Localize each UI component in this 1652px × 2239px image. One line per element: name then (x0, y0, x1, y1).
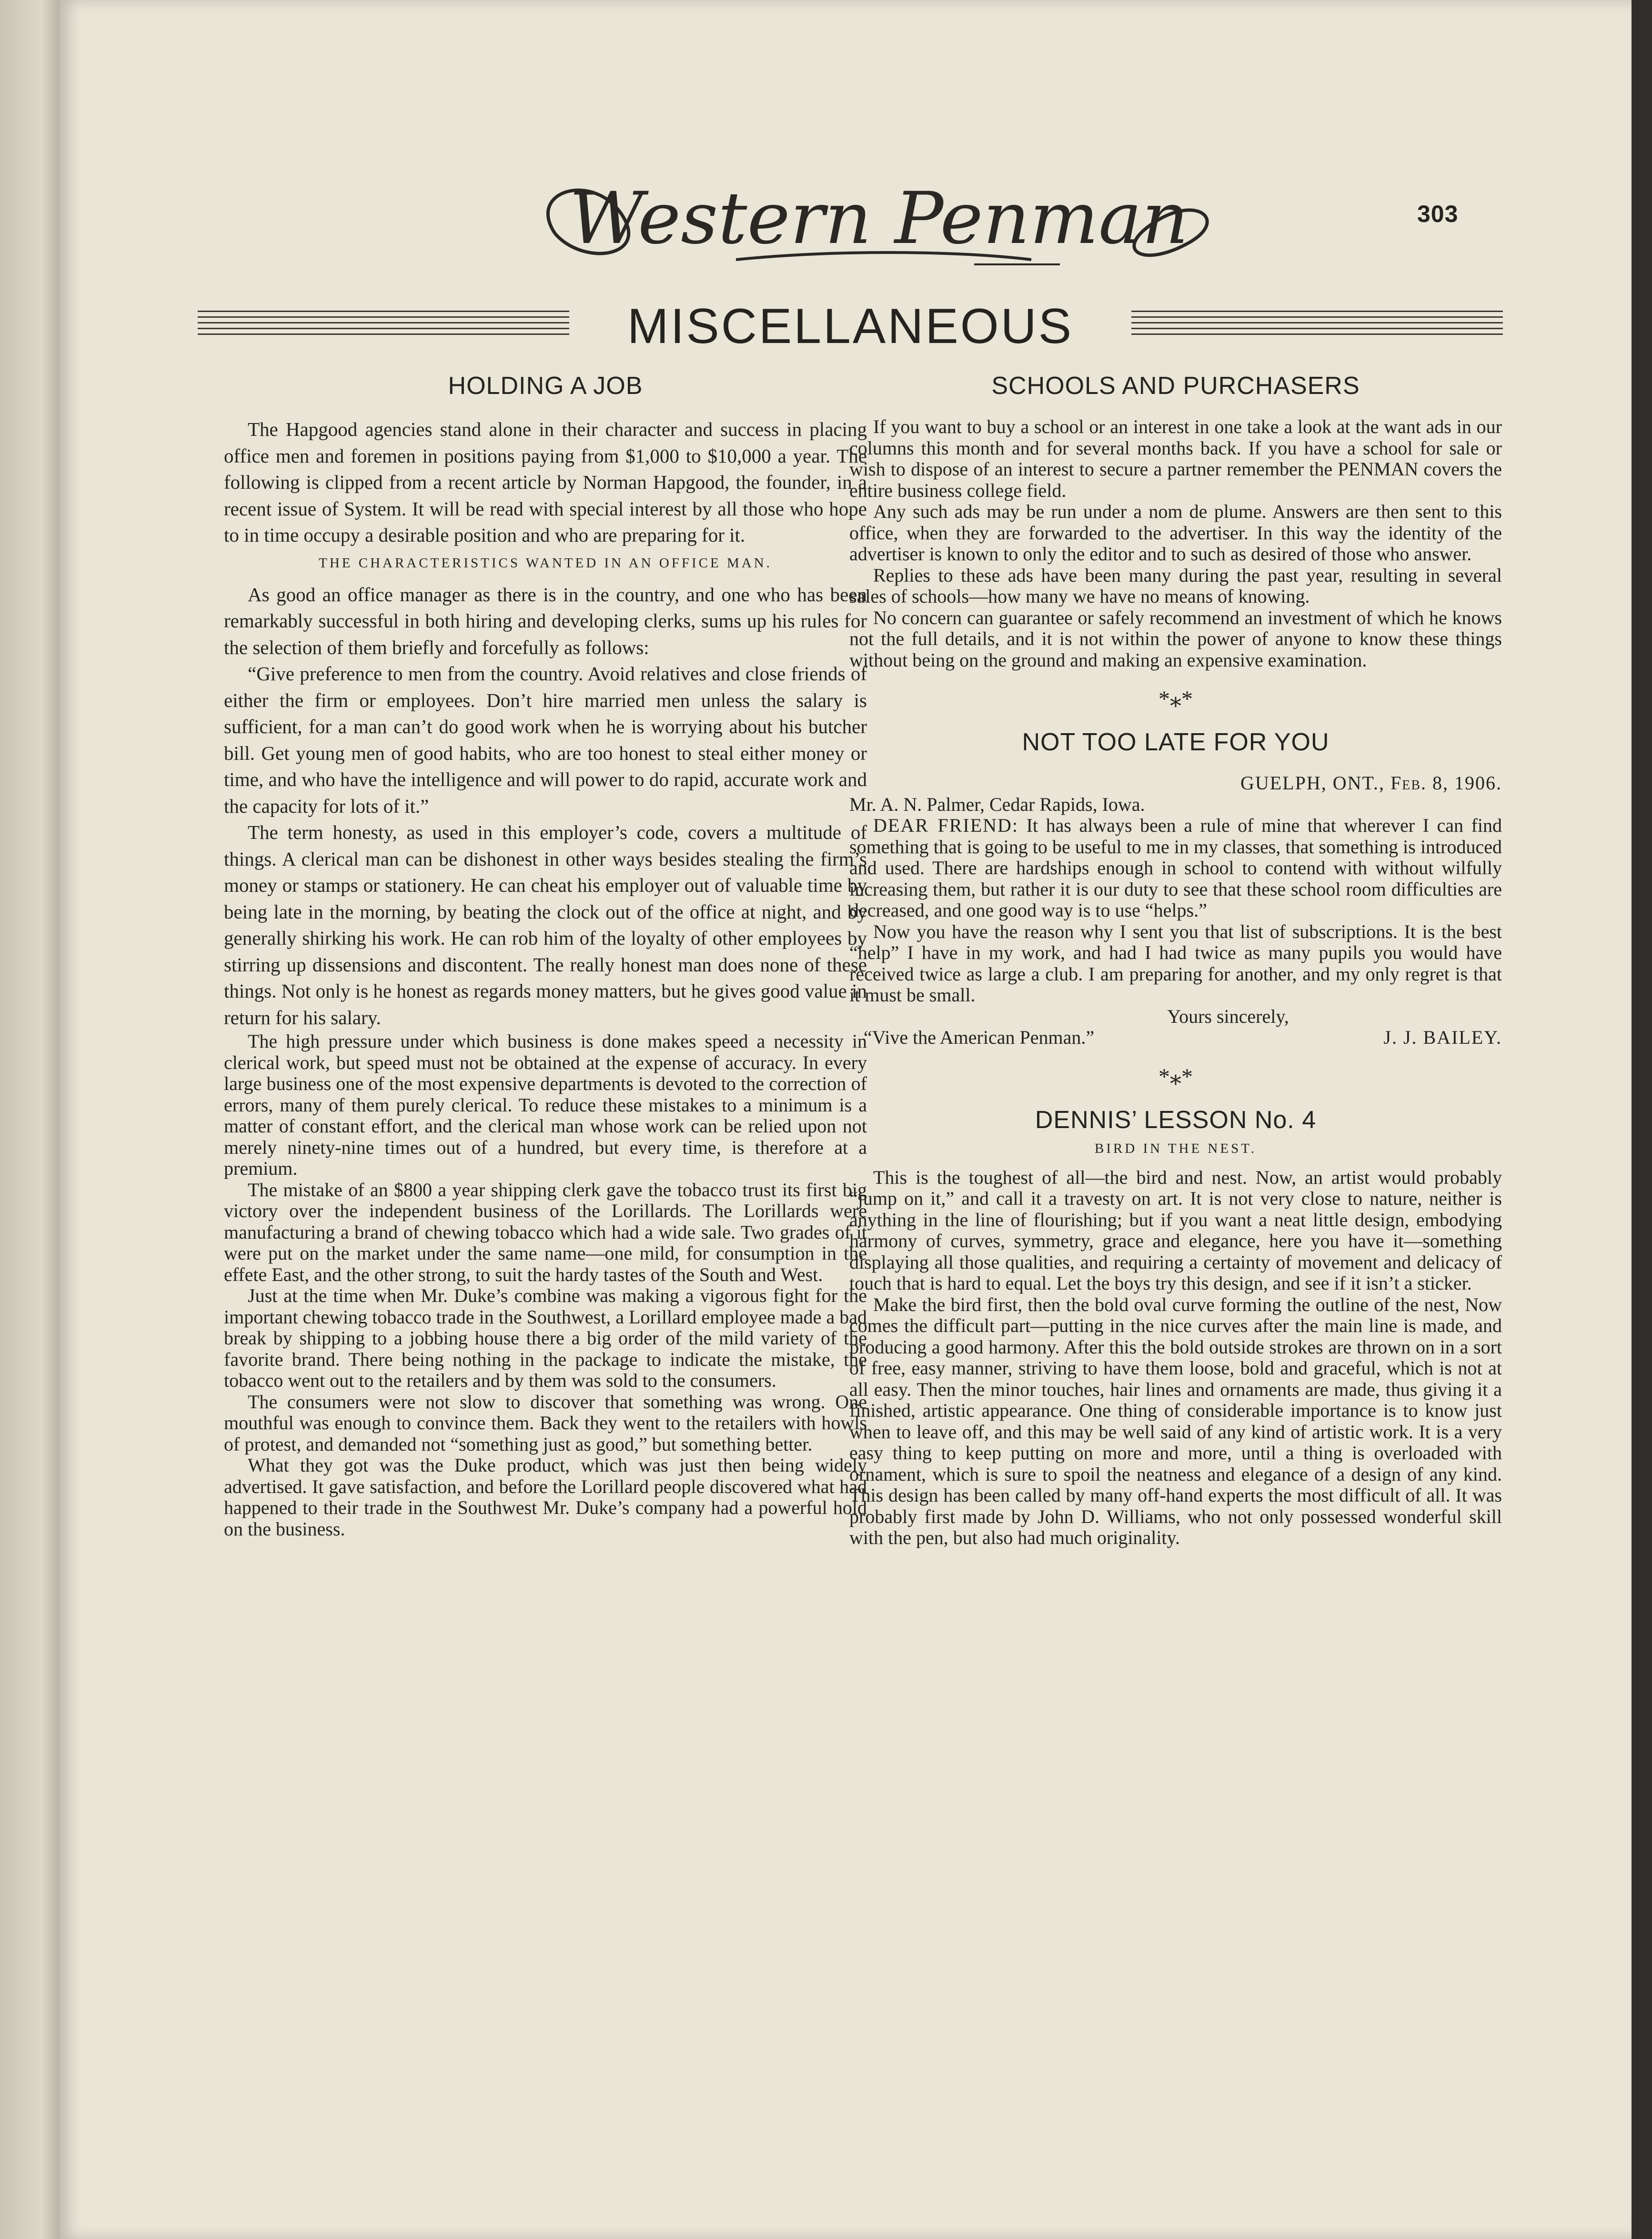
masthead-logo (498, 162, 1260, 281)
letter-body-2: Now you have the reason why I sent you that list of subscriptions. It is the best “help” I have in my work, and had I had twice as many pupils you would have received twice as large a club. I am preparing for another, and my only regret is that it must be small. (849, 920, 1502, 1006)
letter-dateline: GUELPH, ONT., Feb. 8, 1906. (1240, 772, 1502, 794)
paragraph: The high pressure under which business is done makes speed a necessity in clerical work, but speed must not be obtained at the expense of accuracy. In every large business one of the most expensive departments is devoted to the correction of errors, many of them purely clerical. To reduce these mistakes to a minimum is a matter of constant effort, and the clerical man whose work can be relied upon not merely ninety-nine times out of a hundred, but every time, is therefore at a premium. (224, 1030, 867, 1179)
paragraph: The Hapgood agencies stand alone in their character and success in placing office men and foremen in positions paying from $1,000 to $10,000 a year. The following is clipped from a recent article by Norman Hapgood, the founder, in a recent issue of System. It will be read with special interest by all those who hope to in time occupy a desirable position and who are preparing for it. (224, 418, 867, 546)
article-subheading: THE CHARACTERISTICS WANTED IN AN OFFICE MAN. (319, 555, 772, 571)
paragraph: The mistake of an $800 a year shipping clerk gave the tobacco trust its first big victory over the independent business of the Lorillards. The Lorillards were manufacturing a brand of chewing tobacco which had a wide sale. Two grades of it were put on the market under the same name—one mild, for consumption in the effete East, and the other strong, to suit the hardy tastes of the South and West. (224, 1179, 867, 1285)
page (60, 0, 1632, 2239)
masthead-title: Western Penman (569, 177, 1189, 260)
letter-motto: “Vive the American Penman.” (864, 1027, 1095, 1048)
letter-text: It has always been a rule of mine that wherever I can find something that is going to be useful to me in my classes, that something is introduced and used. There are hardships enough in school to contend with without wilfully increasing them, but rather it is our duty to see that these school room difficulties are decreased, and one good way is to use “helps.” (849, 815, 1502, 921)
article-heading-dennis-lesson: DENNIS’ LESSON No. 4 (1035, 1106, 1317, 1134)
page-number: 303 (1417, 201, 1459, 227)
letter-signature-line (849, 1027, 1502, 1049)
paragraph: “Give preference to men from the country. Avoid relatives and close friends of either the firm or employees. Don’t hire married men unless the salary is sufficient, for a man can’t do good work when he is worrying about his butcher bill. Get young men of good habits, who are too honest to steal either money or time, and who have the intelligence and will power to do rapid, accurate work and the capacity for lots of it.” (224, 663, 867, 817)
asterism-divider: *⁎* (1158, 686, 1193, 712)
letter-body-1 (849, 815, 1502, 921)
section-title: MISCELLANEOUS (627, 299, 1074, 354)
rule-lines-right (1131, 311, 1503, 341)
letter-addressee: Mr. A. N. Palmer, Cedar Rapids, Iowa. (849, 793, 1145, 815)
paragraph: What they got was the Duke product, which was just then being widely advertised. It gave satisfaction, and before the Lorillard people discovered what had happened to their trade in the Southwest Mr. Duke’s company had a powerful hold on the business. (224, 1454, 867, 1540)
letter-signature: J. J. BAILEY. (1383, 1027, 1502, 1048)
article-heading-schools: SCHOOLS AND PURCHASERS (991, 372, 1360, 400)
letter-closing: Yours sincerely, (1167, 1005, 1289, 1027)
paragraph: Replies to these ads have been many during the past year, resulting in several sales of schools—how many we have no means of knowing. (849, 564, 1502, 607)
paragraph: The consumers were not slow to discover that something was wrong. One mouthful was enough to convince them. Back they went to the retailers with howls of protest, and demanded not “something just as good,” but something better. (224, 1391, 867, 1455)
rule-lines-left (198, 311, 569, 341)
paragraph: Just at the time when Mr. Duke’s combine was making a vigorous fight for the important chewing tobacco trade in the Southwest, a Lorillard employee made a bad break by shipping to a jobbing house there a big order of the mild variety of the favorite brand. There being nothing in the package to indicate the mistake, the tobacco went out to the retailers and by them was sold to the consumers. (224, 1285, 867, 1391)
article-subheading: BIRD IN THE NEST. (1094, 1140, 1257, 1156)
paragraph: Any such ads may be run under a nom de plume. Answers are then sent to this office, when they are forwarded to the advertiser. In this way the identity of the advertiser is known to only the editor and to such as desired of those who answer. (849, 501, 1502, 565)
article-heading-not-too-late: NOT TOO LATE FOR YOU (1022, 728, 1330, 756)
paragraph: Make the bird first, then the bold oval curve forming the outline of the nest, Now comes the difficult part—putting in the nice curves after the main line is made, and producing a good harmony. After this the bold outside strokes are thrown on in a sort of free, easy manner, striving to have them loose, bold and graceful, which is not at all easy. Then the minor touches, hair lines and ornaments are made, thus giving it a finished, artistic appearance. One thing of considerable importance is to know just when to leave off, and this may be well said of any kind of artistic work. It is a very easy thing to keep putting on more and more, until a thing is overloaded with ornament, which is sure to spoil the neatness and elegance of a design of any kind. This design has been called by many off-hand experts the most difficult of all. It was probably first made by John D. Williams, who not only possessed wonderful skill with the pen, but also had much originality. (849, 1293, 1502, 1548)
asterism-divider: *⁎* (1158, 1064, 1193, 1089)
right-column (849, 372, 1502, 1549)
letter (849, 773, 1502, 1049)
left-column (224, 372, 867, 1540)
paragraph: The term honesty, as used in this employer’s code, covers a multitude of things. A clerical man can be dishonest in other ways besides stealing the firm’s money or stamps or stationery. He can cheat his employer out of valuable time by being late in the morning, by beating the clock out of the office at night, and by generally shirking his work. He can rob him of the loyalty of other employees by stirring up dissensions and discontent. The really honest man does none of these things. Not only is he honest as regards money matters, but he gives good value in return for his salary. (224, 821, 867, 1029)
section-header (198, 300, 1503, 353)
paragraph: As good an office manager as there is in the country, and one who has been remarkably successful in both hiring and developing clerks, sums up his rules for the selection of them briefly and forcefully as follows: (224, 583, 867, 658)
paragraph: This is the toughest of all—the bird and nest. Now, an artist would probably “jump on it,” and call it a travesty on art. It is not very close to nature, neither is anything in the line of flourishing; but if you want a neat little design, embodying harmony of curves, symmetry, grace and elegance, here you have it—something displaying all those qualities, and requiring a certainty of movement and delicacy of touch that is hard to equal. Let the boys try this design, and see if it isn’t a sticker. (849, 1166, 1502, 1294)
adjacent-page-edge (0, 0, 60, 2239)
article-heading-holding-a-job: HOLDING A JOB (448, 372, 643, 400)
paragraph: If you want to buy a school or an interest in one take a look at the want ads in our columns this month and for several months back. If you have a school for sale or wish to dispose of an interest to secure a partner remember the PENMAN covers the entire business college field. (849, 416, 1502, 501)
scan-background-edge (1632, 0, 1652, 2239)
letter-salutation: DEAR FRIEND: (873, 815, 1019, 836)
paragraph: No concern can guarantee or safely recommend an investment of which he knows not the full details, and it is not within the power of anyone to know these things without being on the ground and making an expensive examination. (849, 606, 1502, 671)
